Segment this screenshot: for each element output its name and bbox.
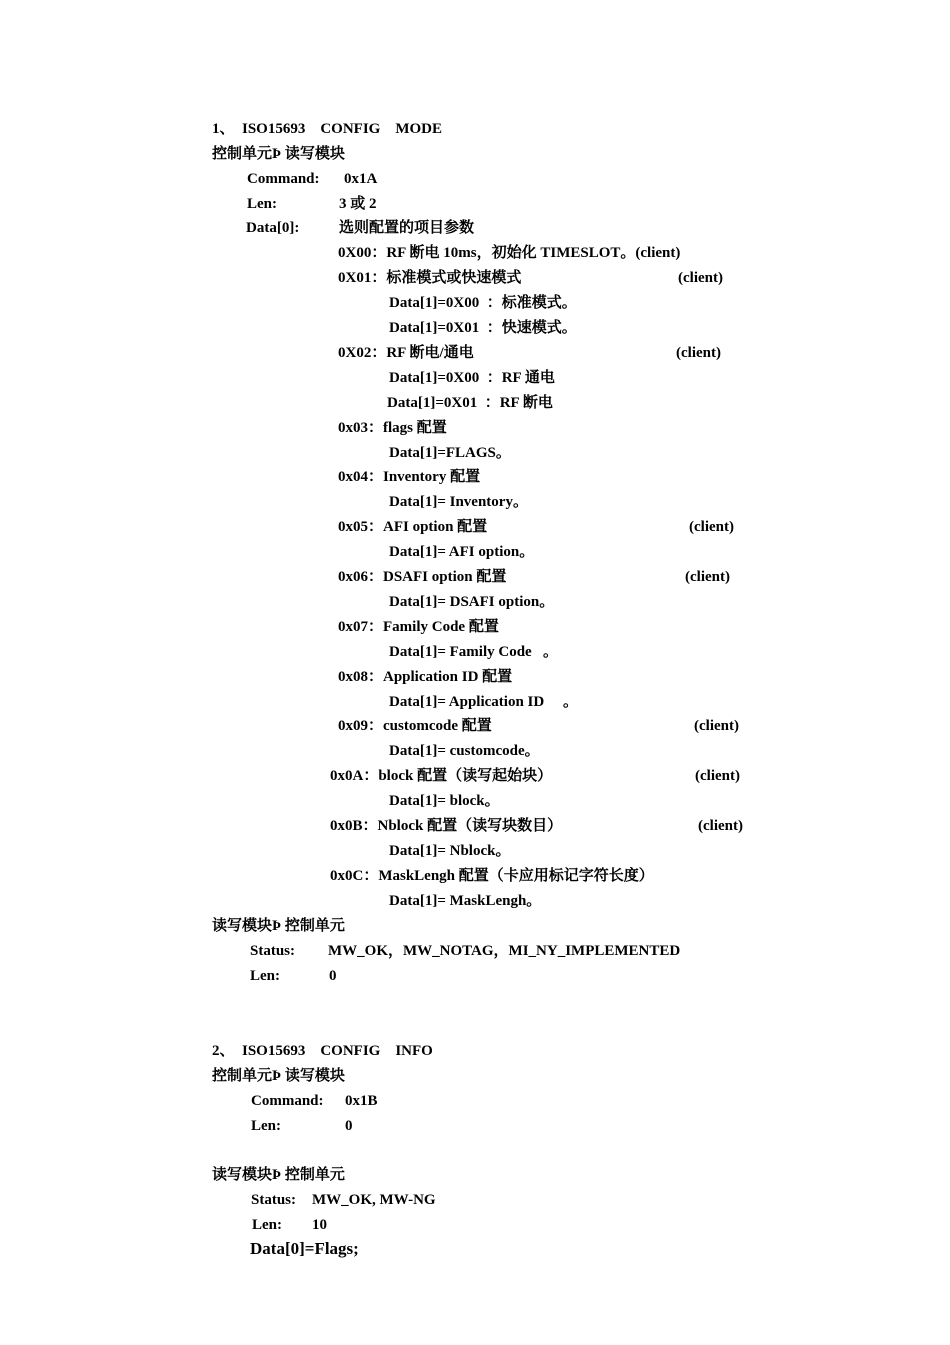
len-value: 0 — [329, 968, 337, 984]
config-item: Data[1]= Inventory。 — [389, 494, 528, 510]
config-item: 0x09：customcode 配置 — [338, 718, 492, 734]
config-item: 0x0C：MaskLengh 配置（卡应用标记字符长度） — [330, 868, 654, 884]
config-item: Data[1]= AFI option。 — [389, 544, 535, 560]
command-label: Command: — [251, 1093, 324, 1109]
len-label: Len: — [251, 1118, 281, 1134]
section1-heading: 1、 ISO15693 CONFIG MODE — [212, 121, 443, 137]
data0-flags: Data[0]=Flags; — [250, 1239, 359, 1258]
config-item: 0x0B：Nblock 配置（读写块数目） — [330, 818, 563, 834]
len-value: 0 — [345, 1118, 353, 1134]
config-item: Data[1]= customcode。 — [389, 743, 540, 759]
config-item: 0x04：Inventory 配置 — [338, 469, 481, 485]
len-label: Len: — [252, 1217, 282, 1233]
command-value: 0x1A — [344, 171, 378, 187]
len-value: 3 或 2 — [339, 196, 377, 212]
data0-value: 选则配置的项目参数 — [339, 220, 475, 236]
len-value: 10 — [312, 1217, 327, 1233]
config-item: Data[1]=0X00 ：RF 通电 — [389, 370, 555, 386]
client-tag: (client) — [698, 818, 743, 834]
config-item: 0x03：flags 配置 — [338, 420, 447, 436]
section2-heading: 2、 ISO15693 CONFIG INFO — [212, 1043, 433, 1059]
len-label: Len: — [247, 196, 277, 212]
config-item: Data[1]=0X01 ：快速模式。 — [389, 320, 577, 336]
config-item: Data[1]=FLAGS。 — [389, 445, 511, 461]
direction-out: 读写模块Þ 控制单元 — [212, 918, 345, 934]
client-tag: (client) — [676, 345, 721, 361]
direction-in: 控制单元Þ 读写模块 — [212, 1068, 345, 1084]
config-item: Data[1]= Application ID 。 — [389, 694, 578, 710]
command-value: 0x1B — [345, 1093, 378, 1109]
client-tag: (client) — [695, 768, 740, 784]
status-value: MW_OK, MW-NG — [312, 1192, 436, 1208]
config-item: Data[1]= DSAFI option。 — [389, 594, 555, 610]
direction-out: 读写模块Þ 控制单元 — [212, 1167, 345, 1183]
config-item: 0x05：AFI option 配置 — [338, 519, 488, 535]
data0-label: Data[0]: — [246, 220, 300, 236]
status-label: Status: — [251, 1192, 297, 1208]
status-label: Status: — [250, 943, 296, 959]
config-item: Data[1]=0X00 ：标准模式。 — [389, 295, 577, 311]
config-item: 0x06：DSAFI option 配置 — [338, 569, 507, 585]
config-item: Data[1]=0X01 ：RF 断电 — [387, 395, 553, 411]
config-item: Data[1]= block。 — [389, 793, 500, 809]
config-item: Data[1]= MaskLengh。 — [389, 893, 542, 909]
config-item: 0X02：RF 断电/通电 — [338, 345, 474, 361]
config-item: 0x0A：block 配置（读写起始块） — [330, 768, 553, 784]
len-label: Len: — [250, 968, 280, 984]
config-item: 0x07：Family Code 配置 — [338, 619, 499, 635]
command-label: Command: — [247, 171, 320, 187]
client-tag: (client) — [694, 718, 739, 734]
client-tag: (client) — [678, 270, 723, 286]
config-item: 0X00：RF 断电 10ms，初始化 TIMESLOT。(client) — [338, 245, 681, 261]
config-item: 0X01：标准模式或快速模式 — [338, 270, 522, 286]
client-tag: (client) — [685, 569, 730, 585]
config-item: 0x08：Application ID 配置 — [338, 669, 513, 685]
config-item: Data[1]= Nblock。 — [389, 843, 511, 859]
client-tag: (client) — [689, 519, 734, 535]
direction-in: 控制单元Þ 读写模块 — [212, 146, 345, 162]
config-item: Data[1]= Family Code 。 — [389, 644, 558, 660]
status-value: MW_OK，MW_NOTAG，MI_NY_IMPLEMENTED — [328, 943, 681, 959]
